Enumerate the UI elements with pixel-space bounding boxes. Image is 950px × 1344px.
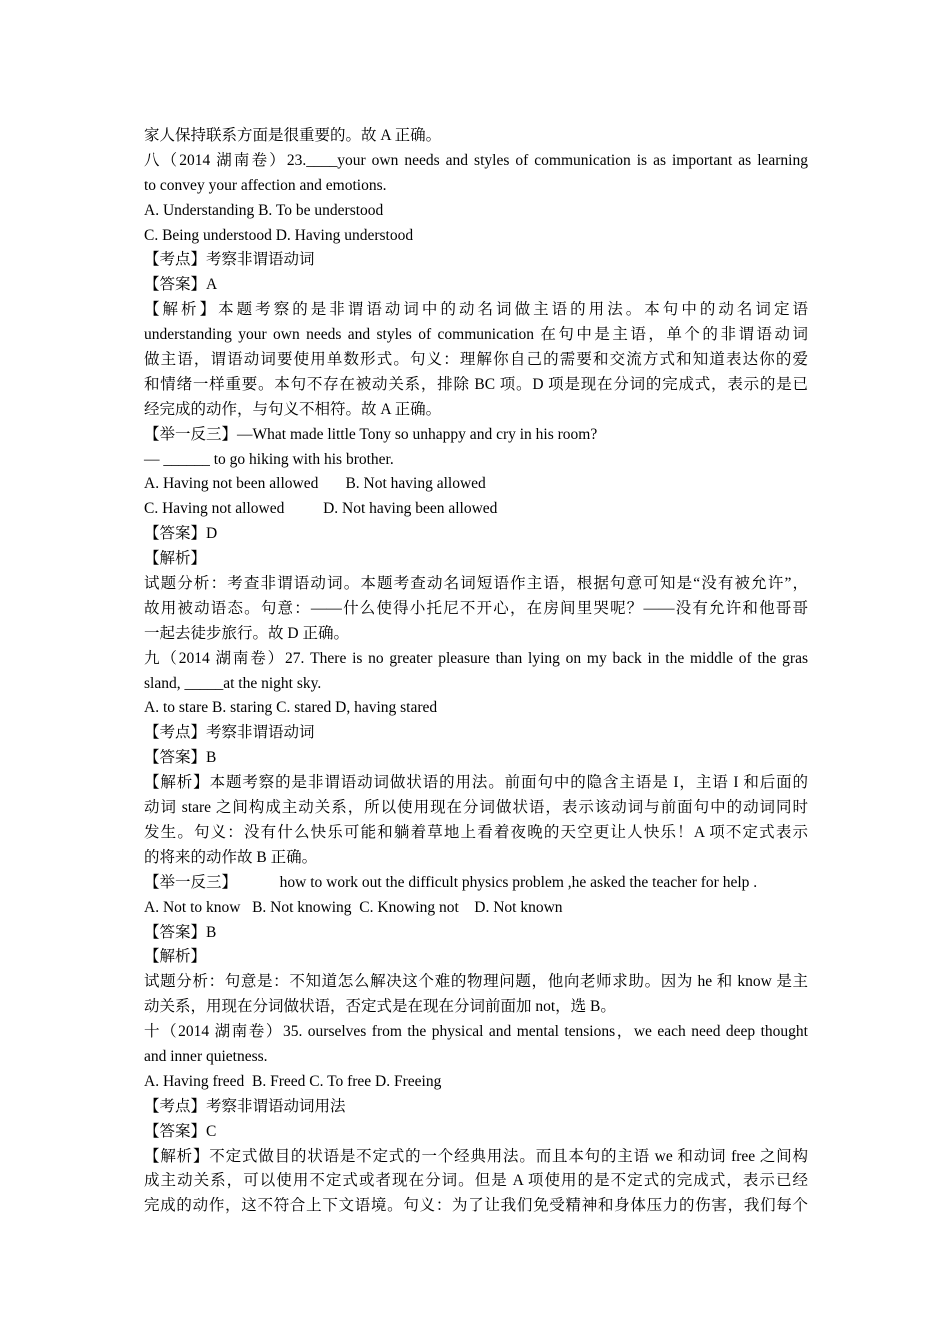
analysis-text: 完成的动作，这不符合上下文语境。句义：为了让我们免受精神和身体压力的伤害，我们每个 <box>144 1197 808 1215</box>
analysis-text: 动词 stare 之间构成主动关系，所以使用现在分词做状语，表示该动词与前面句中的动词同时 <box>144 799 808 817</box>
question-8-stem: 八（2014 湖南卷）23.____your own needs and styles of communication is as important as learning <box>144 151 808 169</box>
question-10-options: A. Having freed B. Freed C. To free D. Freeing <box>144 1072 442 1090</box>
question-10-stem: 十（2014 湖南卷）35. ourselves from the physical and mental tensions，we each need deep thought <box>144 1023 808 1041</box>
question-8-options: A. Understanding B. To be understood <box>144 201 384 219</box>
analysis-text: 经完成的动作，与句义不相符。故 A 正确。 <box>144 400 442 418</box>
practice-question: 【举一反三】 how to work out the difficult physics problem ,he asked the teacher for help . <box>144 873 758 891</box>
practice-options: C. Having not allowed D. Not having been allowed <box>144 500 498 518</box>
analysis-text: 动关系，用现在分词做状语，否定式是在现在分词前面加 not，选 B。 <box>144 998 616 1016</box>
analysis-text: 【解析】本题考察的是非谓语动词中的动名词做主语的用法。本句中的动名词定语 <box>144 301 808 319</box>
analysis-text: 一起去徒步旅行。故 D 正确。 <box>144 624 349 642</box>
analysis-text: 发生。句义：没有什么快乐可能和躺着草地上看着夜晚的天空更让人快乐！A 项不定式表示 <box>144 823 808 841</box>
key-point-label: 【考点】考察非谓语动词用法 <box>144 1097 346 1115</box>
analysis-text: 【解析】本题考察的是非谓语动词做状语的用法。前面句中的隐含主语是 I，主语 I 和后面的 <box>144 774 808 792</box>
practice-options: A. Having not been allowed B. Not having allowed <box>144 475 486 493</box>
key-point-label: 【考点】考察非谓语动词 <box>144 724 315 742</box>
answer-label: 【答案】C <box>144 1122 217 1140</box>
answer-label: 【答案】D <box>144 525 218 543</box>
practice-question: 【举一反三】—What made little Tony so unhappy and cry in his room? <box>144 425 598 443</box>
answer-label: 【答案】B <box>144 923 217 941</box>
answer-label: 【答案】B <box>144 749 217 767</box>
question-9-options: A. to stare B. staring C. stared D, having stared <box>144 699 438 717</box>
analysis-text: 的将来的动作故 B 正确。 <box>144 848 318 866</box>
practice-question: — ______ to go hiking with his brother. <box>144 450 394 468</box>
analysis-label: 【解析】 <box>144 550 207 568</box>
question-10-stem: and inner quietness. <box>144 1047 268 1065</box>
text-line: 家人保持联系方面是很重要的。故 A 正确。 <box>144 127 442 144</box>
analysis-text: 试题分析：句意是：不知道怎么解决这个难的物理问题，他向老师求助。因为 he 和 know 是主 <box>144 973 808 991</box>
analysis-text: 故用被动语态。句意：——什么使得小托尼不开心，在房间里哭呢？——没有允许和他哥哥 <box>144 599 808 617</box>
analysis-text: 和情绪一样重要。本句不存在被动关系，排除 BC 项。D 项是现在分词的完成式，表示的是已 <box>144 375 808 393</box>
answer-label: 【答案】A <box>144 276 218 294</box>
analysis-text: understanding your own needs and styles of communication 在句中是主语，单个的非谓语动词 <box>144 326 808 344</box>
key-point-label: 【考点】考察非谓语动词 <box>144 251 315 269</box>
analysis-label: 【解析】 <box>144 948 207 966</box>
text-line: to convey your affection and emotions. <box>144 176 387 194</box>
document-body <box>144 124 808 1219</box>
question-9-stem: 九（2014 湖南卷）27. There is no greater pleasure than lying on my back in the middle of the gras <box>144 649 808 667</box>
analysis-text: 成主动关系，可以使用不定式或者现在分词。但是 A 项使用的是不定式的完成式，表示已经 <box>144 1172 808 1190</box>
question-9-stem: sland, _____at the night sky. <box>144 674 322 692</box>
practice-options: A. Not to know B. Not knowing C. Knowing not D. Not known <box>144 898 563 916</box>
analysis-text: 试题分析：考查非谓语动词。本题考查动名词短语作主语，根据句意可知是“没有被允许”， <box>144 575 808 593</box>
analysis-text: 【解析】不定式做目的状语是不定式的一个经典用法。而且本句的主语 we 和动词 free 之间构 <box>144 1147 808 1165</box>
question-8-options: C. Being understood D. Having understood <box>144 226 414 244</box>
analysis-text: 做主语，谓语动词要使用单数形式。句义：理解你自己的需要和交流方式和知道表达你的爱 <box>144 351 808 369</box>
